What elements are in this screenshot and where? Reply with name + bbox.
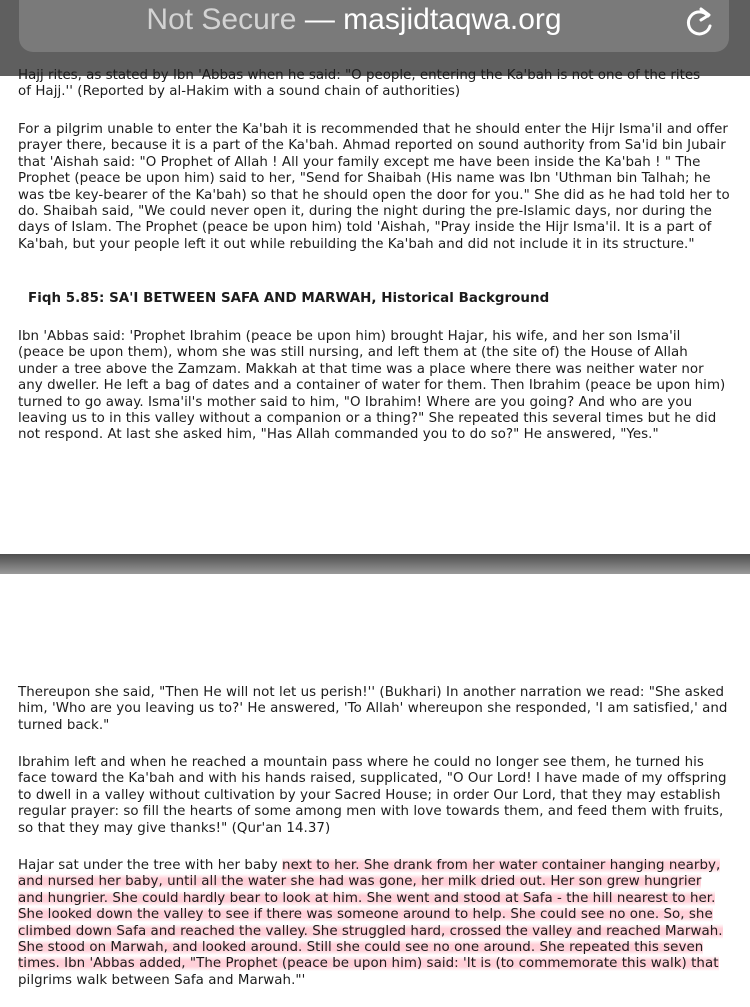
paragraph-ibrahim-supplication: Ibrahim left and when he reached a mountain pass where he could no longer see them, he turned his face toward the Ka'bah and with his hands raised, supplicated, "O Our Lord! I have made of my offspring to dwell in a valley without cultivation by your Sacred House; in order Our Lord, that they may establish regular prayer: so fill the hearts of some among men with love towards them, and feed them with fruits, so that they may give thanks!" (Qur'an 14.37)	[18, 755, 727, 836]
security-label: Not Secure	[146, 3, 297, 36]
address-bar[interactable]	[19, 0, 729, 52]
document-page-2	[0, 574, 750, 1007]
highlighted-text: next to her. She drank from her water container hanging nearby, and nursed her baby, until all the water she had was gone, her milk dried out. Her son grew hungrier and hungrier. She could hardly bear to look at him. She went and stood at Safa - the hill nearest to her. She looked down the valley to see if there was someone around to help. She could see no one. So, she climbed down Safa and reached the valley. She struggled hard, crossed the valley and reached Marwah. She stood on Marwah, and looked around. Still she could see no one around. She repeated this seven times. Ibn 'Abbas added, "The Prophet (peace be upon him) said: 'It is (to commemorate this walk) that	[18, 858, 723, 972]
page1-content-2	[18, 122, 730, 253]
hajar-text-start: Hajar sat under the tree with her baby	[18, 858, 283, 873]
reload-icon[interactable]	[681, 5, 717, 41]
section-heading-wrap	[28, 291, 740, 307]
paragraph-thereupon: Thereupon she said, "Then He will not let us perish!'' (Bukhari) In another narration we read: "She asked him, 'Who are you leaving us to?' He answered, 'To Allah' whereupon she responded, 'I am satisfied,' and turned back."	[18, 685, 728, 733]
hajar-text-end: pilgrims walk between Safa and Marwah."'	[18, 972, 306, 988]
section-heading: Fiqh 5.85: SA'I BETWEEN SAFA AND MARWAH, Historical Background	[28, 291, 550, 306]
paragraph-ibn-abbas: Ibn 'Abbas said: 'Prophet Ibrahim (peace be upon him) brought Hajar, his wife, and her son Isma'il (peace be upon them), whom she was still nursing, and left them at (the site of) the House of Allah under a tree above the Zamzam. Makkah at that time was a place where there was neither water nor any dweller. He left a bag of dates and a container of water for them. Then Ibrahim (peace be upon him) turned to go away. Isma'il's mother said to him, "O Ibrahim! Where are you going? And who are you leaving us to in this valley without a companion or a thing?" She repeated this several times but he did not respond. At last she asked him, "Has Allah commanded you to do so?" He answered, "Yes."	[18, 329, 726, 443]
url-separator: —	[296, 3, 344, 36]
page-divider	[0, 554, 750, 574]
page1-content	[18, 84, 730, 100]
page2-content-2	[18, 755, 730, 837]
paragraph-hajj-rites-end: of Hajj.'' (Reported by al-Hakim with a sound chain of authorities)	[18, 84, 461, 99]
document-page-1	[0, 68, 750, 554]
cutoff-text-line: Hajj rites, as stated by Ibn 'Abbas when he said: "O people, entering the Ka'bah is not one of the rites	[18, 68, 701, 83]
page2-content-3	[18, 858, 730, 989]
page2-content	[18, 685, 730, 734]
paragraph-hijr-ismail: For a pilgrim unable to enter the Ka'bah it is recommended that he should enter the Hijr Isma'il and offer prayer there, because it is a part of the Ka'bah. Ahmad reported on sound authority from Sa'id bin Jubair that 'Aishah said: "O Prophet of Allah ! All your family except me have been inside the Ka'bah ! " The Prophet (peace be upon him) said to her, "Send for Shaibah (His name was Ibn 'Uthman bin Talhah; he was tbe key-bearer of the Ka'bah) so that he should open the door for you." She did as he had told her to do. Shaibah said, "We could never open it, during the night during the pre-Islamic days, nor during the days of Islam. The Prophet (peace be upon him) told 'Aishah, "Pray inside the Hijr Isma'il. It is a part of Ka'bah, but your people left it out while rebuilding the Ka'bah and did not include it in its structure."	[18, 122, 730, 252]
url-display[interactable]	[19, 3, 689, 37]
domain-label: masjidtaqwa.org	[343, 3, 562, 36]
page1-content-3	[18, 329, 730, 444]
paragraph-hajar	[18, 858, 730, 989]
browser-toolbar	[0, 0, 750, 76]
